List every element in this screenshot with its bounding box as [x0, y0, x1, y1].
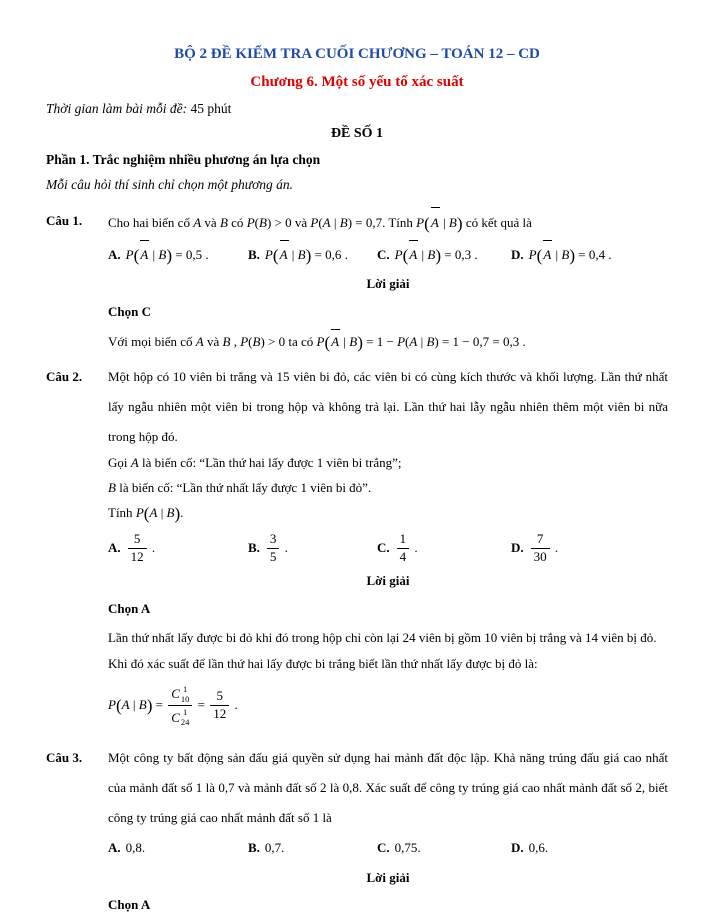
text-token: = 0,3 .: [441, 246, 478, 262]
question-2-answer-choice: Chọn A: [108, 600, 151, 616]
paren-token: ): [435, 245, 442, 265]
option-value: 0,6.: [528, 840, 549, 856]
text-token: ) = 0,7. Tính: [347, 215, 417, 230]
text-token: = 1 −: [362, 333, 398, 349]
text-token: và: [203, 333, 223, 349]
question-1-text: [108, 206, 668, 238]
option-letter: A.: [108, 539, 121, 555]
option-value: [529, 531, 559, 565]
text-token: Tính: [108, 505, 136, 521]
paren-token: (: [143, 504, 150, 524]
text-token: .: [281, 539, 288, 555]
text-token: Gọi: [108, 455, 131, 471]
text-token: |: [340, 333, 350, 349]
text-token: ) = 1 − 0,7 = 0,3 .: [434, 333, 526, 349]
option-value: 0,8.: [125, 840, 146, 856]
question-1-option-c: [377, 239, 511, 270]
text-token: 3: [269, 531, 277, 547]
math-token: B: [166, 505, 175, 521]
question-1-option-b: [248, 239, 377, 270]
text-token: |: [439, 215, 449, 230]
question-3-option-d: [511, 834, 668, 863]
text-token: (: [248, 333, 253, 349]
text-token: có kết quả là: [462, 215, 532, 230]
time-line: [46, 101, 668, 117]
option-value: [394, 245, 478, 265]
overline-math-token: A: [279, 239, 289, 270]
text-token: có: [227, 215, 247, 230]
question-2-ask: [108, 501, 668, 526]
paren-token: ): [166, 245, 173, 265]
paren-token: ): [305, 245, 312, 265]
question-1-solution-heading: Lời giải: [366, 276, 410, 292]
question-2-options: [108, 532, 668, 565]
overline-math-token: A: [139, 239, 149, 270]
text-token: =: [194, 696, 209, 712]
option-value: [126, 531, 156, 565]
question-3-option-c: [377, 834, 511, 863]
text-token: |: [417, 333, 427, 349]
math-token: P: [394, 246, 403, 262]
math-token: B: [339, 215, 348, 230]
option-value: [528, 245, 612, 265]
text-token: 5: [133, 531, 141, 547]
question-1-option-d: [511, 239, 668, 270]
fraction: [168, 684, 192, 728]
paren-token: ): [456, 214, 463, 234]
text-token: |: [288, 246, 298, 262]
fraction: [267, 532, 280, 565]
overline-math-token: A: [430, 206, 440, 238]
question-2-option-a: [108, 532, 248, 565]
math-token: B: [158, 246, 167, 262]
option-letter: C.: [377, 840, 390, 856]
text-token: =: [152, 696, 167, 712]
overline-math-token: A: [330, 328, 340, 355]
text-token: |: [149, 246, 159, 262]
text-token: ,: [230, 333, 241, 349]
math-token: P: [397, 333, 406, 349]
text-token: là biến cố: “Lần thứ nhất lấy được 1 viên bi đỏ”.: [115, 480, 372, 496]
option-value: [125, 245, 209, 265]
question-1-content: [108, 206, 668, 355]
paren-token: (: [272, 245, 279, 265]
math-token: P: [316, 333, 325, 349]
text-token: |: [418, 246, 428, 262]
question-1: [46, 206, 668, 355]
text-token: |: [552, 246, 562, 262]
math-token: B: [427, 246, 436, 262]
option-letter: C.: [377, 539, 390, 555]
paren-token: ): [174, 504, 181, 524]
math-token: A: [121, 696, 130, 712]
fraction: [210, 689, 229, 722]
text-token: = 0,5 .: [172, 246, 209, 262]
question-3-content: [108, 743, 668, 921]
question-3-answer-choice: Chọn A: [108, 897, 151, 913]
option-letter: B.: [248, 539, 260, 555]
overline-math-token: A: [408, 239, 418, 270]
fraction: [397, 532, 410, 565]
question-3-options: [108, 834, 668, 863]
text-token: ) > 0 ta có: [260, 333, 317, 349]
math-token: B: [426, 333, 435, 349]
paren-token: ): [569, 245, 576, 265]
math-token: B: [297, 246, 306, 262]
math-token: P: [108, 696, 116, 712]
math-token: B: [258, 215, 267, 230]
option-value: 0,7.: [264, 840, 285, 856]
option-value: [395, 531, 418, 565]
text-token: 4: [399, 549, 407, 565]
time-value: 45 phút: [190, 101, 232, 116]
math-token: B: [561, 246, 570, 262]
exam-number: ĐỀ SỐ 1: [330, 126, 384, 141]
question-2-label: Câu 2.: [46, 368, 83, 384]
math-token: B: [349, 333, 358, 349]
chapter-title: Chương 6. Một số yếu tố xác suất: [250, 74, 464, 90]
paren-token: (: [424, 214, 430, 234]
option-letter: D.: [511, 840, 524, 856]
question-2-solution-formula: [108, 684, 668, 728]
text-token: 12: [130, 549, 144, 565]
math-token: B: [219, 215, 228, 230]
option-letter: A.: [108, 246, 121, 262]
super-subscript: C 1 10: [171, 683, 190, 704]
math-token: B: [108, 480, 116, 496]
math-token: A: [130, 455, 139, 471]
math-token: P: [264, 246, 273, 262]
document-title: BỘ 2 ĐỀ KIỂM TRA CUỐI CHƯƠNG – TOÁN 12 – CD: [174, 46, 540, 62]
math-token: P: [135, 505, 144, 521]
math-token: B: [138, 696, 147, 712]
overline-math-token: A: [542, 239, 552, 270]
math-token: A: [195, 333, 204, 349]
text-token: |: [330, 215, 340, 230]
question-1-options: [108, 239, 668, 270]
text-token: 30: [533, 549, 547, 565]
question-3-solution-heading: Lời giải: [366, 869, 410, 885]
question-2-option-c: [377, 532, 511, 565]
paren-token: ): [357, 332, 363, 352]
question-3-text: Một công ty bất động sản đấu giá quyền sử dụng hai mảnh đất độc lập. Khả năng trúng đấu giá cao nhất của mảnh đất số 1 là 0,7 và mảnh đất số 2 là 0,8. Xác suất để công ty trúng giá cao nhất mảnh đất số 2, biết công ty trúng giá cao nhất mảnh đất số 1 là: [108, 750, 668, 826]
paren-token: (: [115, 695, 122, 715]
option-letter: D.: [511, 246, 524, 262]
text-token: Cho hai biến cố: [108, 215, 194, 230]
text-token: (: [405, 333, 410, 349]
text-token: 5: [216, 688, 224, 704]
math-token: P: [240, 333, 249, 349]
question-3: [46, 743, 668, 921]
question-2-solution-p2: Khi đó xác suất để lần thứ hai lấy được bi trắng biết lần thứ nhất lấy được bị đỏ là:: [108, 655, 538, 671]
paren-token: ): [146, 695, 153, 715]
text-token: (: [254, 215, 259, 230]
option-value: [264, 245, 348, 265]
text-token: .: [551, 539, 559, 555]
paren-token: (: [133, 245, 140, 265]
question-2-event-b: [108, 476, 668, 501]
fraction: [531, 532, 550, 565]
question-1-label: Câu 1.: [46, 213, 83, 228]
math-token: B: [222, 333, 231, 349]
text-token: 5: [269, 549, 277, 565]
option-value: [265, 531, 288, 565]
option-letter: B.: [248, 246, 260, 262]
text-token: 12: [213, 705, 227, 721]
text-token: và: [201, 215, 220, 230]
question-2-event-a: [108, 451, 668, 476]
text-token: 7: [536, 531, 544, 547]
text-token: = 0,4 .: [575, 246, 612, 262]
option-letter: B.: [248, 840, 260, 856]
question-2-option-d: [511, 532, 668, 565]
math-token: A: [193, 215, 202, 230]
math-token: P: [246, 215, 255, 230]
super-subscript: C 1 24: [171, 706, 190, 728]
math-token: P: [528, 246, 537, 262]
question-1-answer-choice: Chọn C: [108, 304, 151, 320]
text-token: .: [231, 696, 238, 712]
paren-token: (: [402, 245, 409, 265]
text-token: 1: [399, 531, 407, 547]
question-2-text: Một hộp có 10 viên bi trắng và 15 viên bi đỏ, các viên bi có cùng kích thước và khối lượng. Lần thứ nhất lấy ngẫu nhiên một viên bi trong hộp và không trả lại. Lần thứ hai lẫy ngẫu nhiên thêm một viên bi nữa trong hộp đó.: [108, 368, 668, 444]
text-token: = 0,6 .: [311, 246, 348, 262]
question-2-content: [108, 362, 668, 737]
part-note: Mỗi câu hỏi thí sinh chỉ chọn một phương án.: [46, 177, 294, 192]
math-token: A: [149, 505, 158, 521]
text-token: |: [157, 505, 167, 521]
fraction: [128, 532, 147, 565]
part-title: Phần 1. Trắc nghiệm nhiều phương án lựa chọn: [46, 152, 321, 167]
question-2-solution-p1: Lần thứ nhất lấy được bi đỏ khi đó trong hộp chỉ còn lại 24 viên bị gồm 10 viên bị trắng và 14 viên bị đỏ.: [108, 629, 657, 645]
math-token: B: [252, 333, 261, 349]
question-1-solution-text: [108, 328, 668, 355]
option-letter: A.: [108, 840, 121, 856]
question-3-option-b: [248, 834, 377, 863]
question-3-label: Câu 3.: [46, 750, 83, 766]
math-token: B: [448, 215, 457, 230]
option-letter: C.: [377, 246, 390, 262]
text-token: Với mọi biến cố: [108, 333, 196, 349]
option-value: 0,75.: [394, 840, 421, 856]
question-1-option-a: [108, 239, 248, 270]
text-token: ) > 0 và: [266, 215, 311, 230]
text-token: .: [148, 539, 156, 555]
time-label: Thời gian làm bài mỗi đề:: [46, 101, 188, 116]
text-token: |: [129, 696, 139, 712]
text-token: .: [180, 505, 184, 521]
text-token: là biến cố: “Lần thứ hai lấy được 1 viên bi trắng”;: [138, 455, 402, 471]
text-token: .: [411, 539, 418, 555]
paren-token: (: [324, 332, 331, 352]
math-token: A: [322, 215, 331, 230]
option-letter: D.: [511, 539, 524, 555]
math-token: P: [125, 246, 134, 262]
question-2-solution-heading: Lời giải: [366, 573, 410, 589]
text-token: (: [318, 215, 323, 230]
math-token: A: [409, 333, 418, 349]
question-3-option-a: [108, 834, 248, 863]
math-token: P: [310, 215, 319, 230]
paren-token: (: [536, 245, 543, 265]
question-2-option-b: [248, 532, 377, 565]
question-2: [46, 362, 668, 737]
math-token: P: [416, 215, 425, 230]
